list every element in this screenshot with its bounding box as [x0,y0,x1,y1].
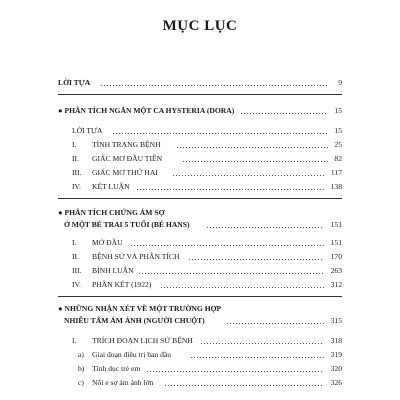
toc-entry [0,138,400,152]
toc-entry [0,376,400,390]
toc-page-number: 318 [330,336,342,345]
toc-entry-text: ● NHỮNG NHẬN XÉT VỀ MỘT TRƯỜNG HỢP [58,304,222,313]
toc-entry-text: GIẤC MƠ THỨ HAI [92,168,158,177]
toc-entry-number: I. [72,140,77,149]
toc-entry-number: III. [72,168,82,177]
toc-entry-text: MỞ ĐẦU [92,238,123,247]
toc-page-number: 151 [330,220,342,229]
toc-entry-text: BÌNH LUẬN [92,266,134,275]
toc-entry [0,166,400,180]
toc-entry-text: BỆNH SỬ VÀ PHÂN TÍCH [92,252,180,261]
toc-entry-text: TÌNH TRẠNG BỆNH [92,140,161,149]
section-divider [58,296,342,297]
toc-page-number: 170 [330,252,342,261]
toc-entry-text: GIẤC MƠ ĐẦU TIÊN [92,154,163,163]
toc-entry-number: b) [78,364,85,373]
toc-page-number: 263 [330,266,342,275]
toc-entry-text: LỜI TỰA [72,126,103,135]
leader-dots [200,343,324,344]
leader-dots [138,273,324,274]
toc-entry-text: TRÍCH ĐOẠN LỊCH SỬ BỆNH [92,336,193,345]
toc-entry-number: III. [72,266,82,275]
toc-entry [0,76,400,90]
toc-page-number: 15 [334,106,342,115]
toc-entry-text: Tính dục trẻ em [92,364,141,373]
toc-page-number: 25 [334,140,342,149]
leader-dots [146,371,324,372]
toc-entry-text: Ở MỘT BÉ TRAI 5 TUỔI (BÉ HANS) [64,220,190,229]
toc-entry [0,104,400,118]
toc-entry [0,264,400,278]
toc-entry-text: KẾT LUẬN [92,182,130,191]
leader-dots [136,189,324,190]
toc-entry [0,362,400,376]
toc-entry [0,124,400,138]
leader-dots [190,357,324,358]
toc-entry [0,334,400,348]
toc-entry [0,236,400,250]
leader-dots [176,147,328,148]
toc-entry-text: ● PHÂN TÍCH CHỨNG ÁM SỢ [58,208,165,217]
toc-entry [0,218,400,232]
toc-entry [0,278,400,292]
toc-entry [0,250,400,264]
toc-entry-number: I. [72,238,77,247]
toc-page-number: 319 [330,350,342,359]
toc-entry [0,348,400,362]
section-divider [58,198,342,199]
toc-entry-number: II. [72,252,79,261]
toc-entry-number: a) [78,350,84,359]
toc-page-number: 117 [330,168,342,177]
toc-page-number: 320 [330,364,342,373]
toc-page-number: 82 [334,154,342,163]
toc-entry-text: ● PHÂN TÍCH NGẮN MỘT CA HYSTERIA (DORA) [58,106,235,115]
toc-entry-number: II. [72,154,79,163]
toc-entry-text: NHIỄU TÂM ÁM ẢNH (NGƯỜI CHUỘT) [64,316,205,325]
toc-entry-number: I. [72,336,77,345]
leader-dots [112,133,328,134]
leader-dots [188,259,324,260]
leader-dots [172,175,324,176]
toc-entry [0,180,400,194]
toc-page-number: 315 [330,316,342,325]
toc-entry-text: Giai đoạn điều trị ban đầu [92,350,172,359]
toc-entry-text: Nỗi e sợ ám ảnh lớn [92,378,154,387]
page-title: MỤC LỤC [162,18,238,34]
toc-page-number: 138 [330,182,342,191]
toc-entry-number: IV. [72,280,81,289]
leader-dots [206,227,324,228]
toc-entry [0,152,400,166]
leader-dots [240,113,328,114]
leader-dots [164,385,324,386]
toc-entry-number: IV. [72,182,81,191]
toc-entry-number: c) [78,378,84,387]
toc-page-number: 312 [330,280,342,289]
toc-entry-text: PHẦN KẾT (1922) [92,280,152,289]
toc-page-number: 326 [330,378,342,387]
section-divider [58,94,342,95]
leader-dots [182,161,328,162]
toc-page-number: 15 [334,126,342,135]
leader-dots [226,323,324,324]
leader-dots [130,245,324,246]
leader-dots [100,85,328,86]
leader-dots [160,287,324,288]
toc-page-number: 9 [338,78,342,87]
toc-entry [0,314,400,328]
toc-entry-text: LỜI TỰA [58,78,91,87]
toc-page-number: 151 [330,238,342,247]
